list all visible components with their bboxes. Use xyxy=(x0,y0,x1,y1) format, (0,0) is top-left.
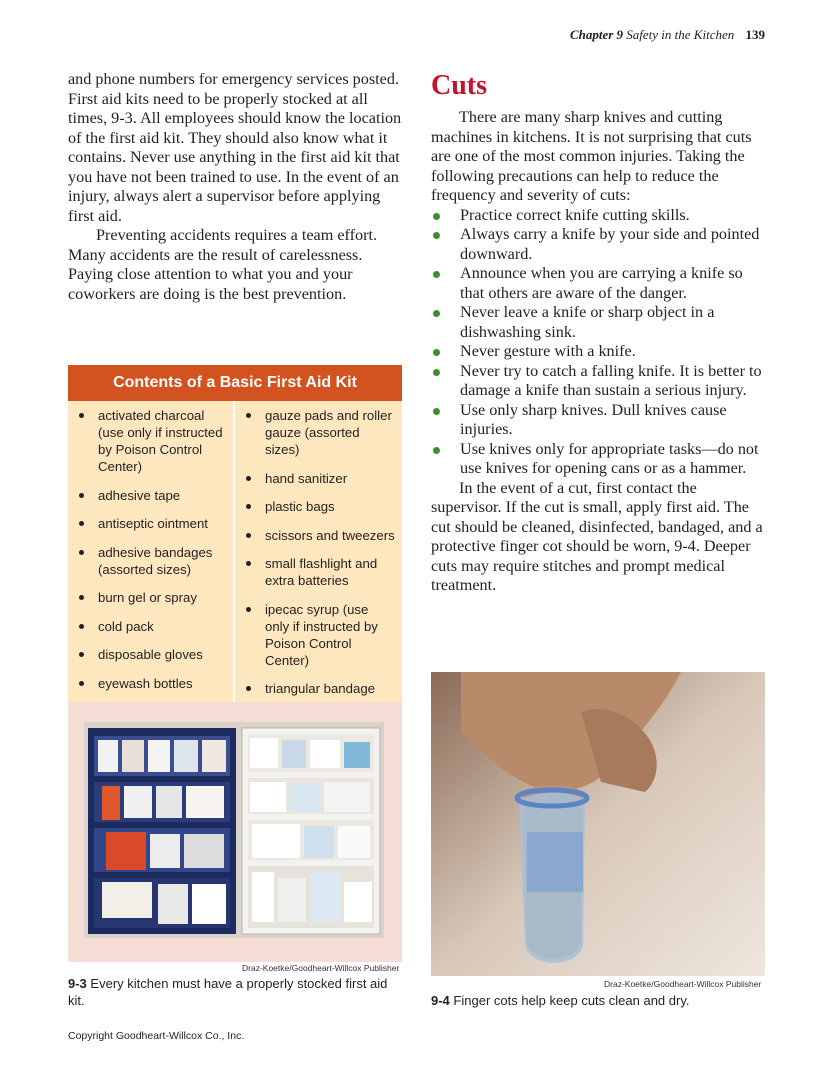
left-column xyxy=(68,70,404,304)
figure-label: 9-3 xyxy=(68,976,87,991)
section-heading: Cuts xyxy=(431,70,488,101)
figure-9-3-photo-frame xyxy=(68,702,402,962)
list-item: Never leave a knife or sharp object in a dishwashing sink. xyxy=(431,303,767,342)
figure-caption-text: Every kitchen must have a properly stocked first aid kit. xyxy=(68,976,388,1008)
first-aid-kit-box xyxy=(68,365,402,717)
kit-item: eyewash bottles xyxy=(68,675,227,692)
chapter-title: Safety in the Kitchen xyxy=(626,27,735,42)
paragraph: and phone numbers for emergency services posted. First aid kits need to be properly stocked at all times, 9-3. All employees should know the location of the first aid kit. They should also know what it contains. Never use anything in the first aid kit that you have not been trained to use. In the event of an injury, always alert a supervisor before applying first aid. xyxy=(68,70,402,225)
list-item: Use knives only for appropriate tasks—do not use knives for opening cans or as a hammer. xyxy=(431,440,767,479)
photo-credit: Draz-Koetke/Goodheart-Willcox Publisher xyxy=(604,979,762,989)
list-item: Use only sharp knives. Dull knives cause injuries. xyxy=(431,401,767,440)
kit-item: cold pack xyxy=(68,618,227,635)
list-item: Always carry a knife by your side and pointed downward. xyxy=(431,225,767,264)
kit-item: ipecac syrup (use only if instructed by Poison Control Center) xyxy=(235,601,396,669)
figure-label: 9-4 xyxy=(431,993,450,1008)
kit-item: activated charcoal (use only if instructed by Poison Control Center) xyxy=(68,407,227,475)
kit-item: gauze pads and roller gauze (assorted sizes) xyxy=(235,407,396,458)
running-header xyxy=(570,27,765,43)
list-item: Never try to catch a falling knife. It is better to damage a knife than sustain a serious injury. xyxy=(431,362,767,401)
finger-cot-image xyxy=(431,672,765,976)
kit-item: adhesive tape xyxy=(68,487,227,504)
figure-caption xyxy=(431,993,765,1010)
paragraph: There are many sharp knives and cutting machines in kitchens. It is not surprising that cuts are one of the most common injuries. Taking the following precautions can help to reduce the frequency and severity of cuts: xyxy=(431,108,752,204)
kit-item: hand sanitizer xyxy=(235,470,396,487)
kit-item: adhesive bandages (assorted sizes) xyxy=(68,544,227,578)
figure-caption-text: Finger cots help keep cuts clean and dry. xyxy=(453,993,690,1008)
paragraph: Preventing accidents requires a team effort. Many accidents are the result of carelessness. Paying close attention to what you and your coworkers are doing is the best prevention. xyxy=(68,226,378,303)
kit-item: antiseptic ointment xyxy=(68,515,227,532)
kit-item: disposable gloves xyxy=(68,646,227,663)
page-number: 139 xyxy=(745,27,765,42)
list-item: Never gesture with a knife. xyxy=(431,342,767,362)
precautions-list xyxy=(431,206,767,479)
figure-caption xyxy=(68,976,402,1009)
first-aid-cabinet-image xyxy=(84,722,384,938)
kit-item: small flashlight and extra batteries xyxy=(235,555,396,589)
kit-column-right xyxy=(235,401,402,717)
kit-item: plastic bags xyxy=(235,498,396,515)
chapter-label: Chapter 9 xyxy=(569,27,624,42)
list-item: Practice correct knife cutting skills. xyxy=(431,206,767,226)
list-item: Announce when you are carrying a knife so that others are aware of the danger. xyxy=(431,264,767,303)
kit-column-left xyxy=(68,401,235,717)
paragraph: In the event of a cut, first contact the supervisor. If the cut is small, apply first aid. The cut should be cleaned, disinfected, bandaged, and a protective finger cot should be worn, 9-4. Deeper cuts may require stitches and prompt medical treatment. xyxy=(431,478,763,594)
kit-title: Contents of a Basic First Aid Kit xyxy=(68,365,402,401)
copyright-notice: Copyright Goodheart-Willcox Co., Inc. xyxy=(68,1030,245,1042)
kit-item: burn gel or spray xyxy=(68,589,227,606)
photo-credit: Draz-Koetke/Goodheart-Willcox Publisher xyxy=(242,963,400,973)
kit-item: scissors and tweezers xyxy=(235,527,396,544)
kit-item: triangular bandage xyxy=(235,680,396,697)
right-column xyxy=(431,70,767,596)
